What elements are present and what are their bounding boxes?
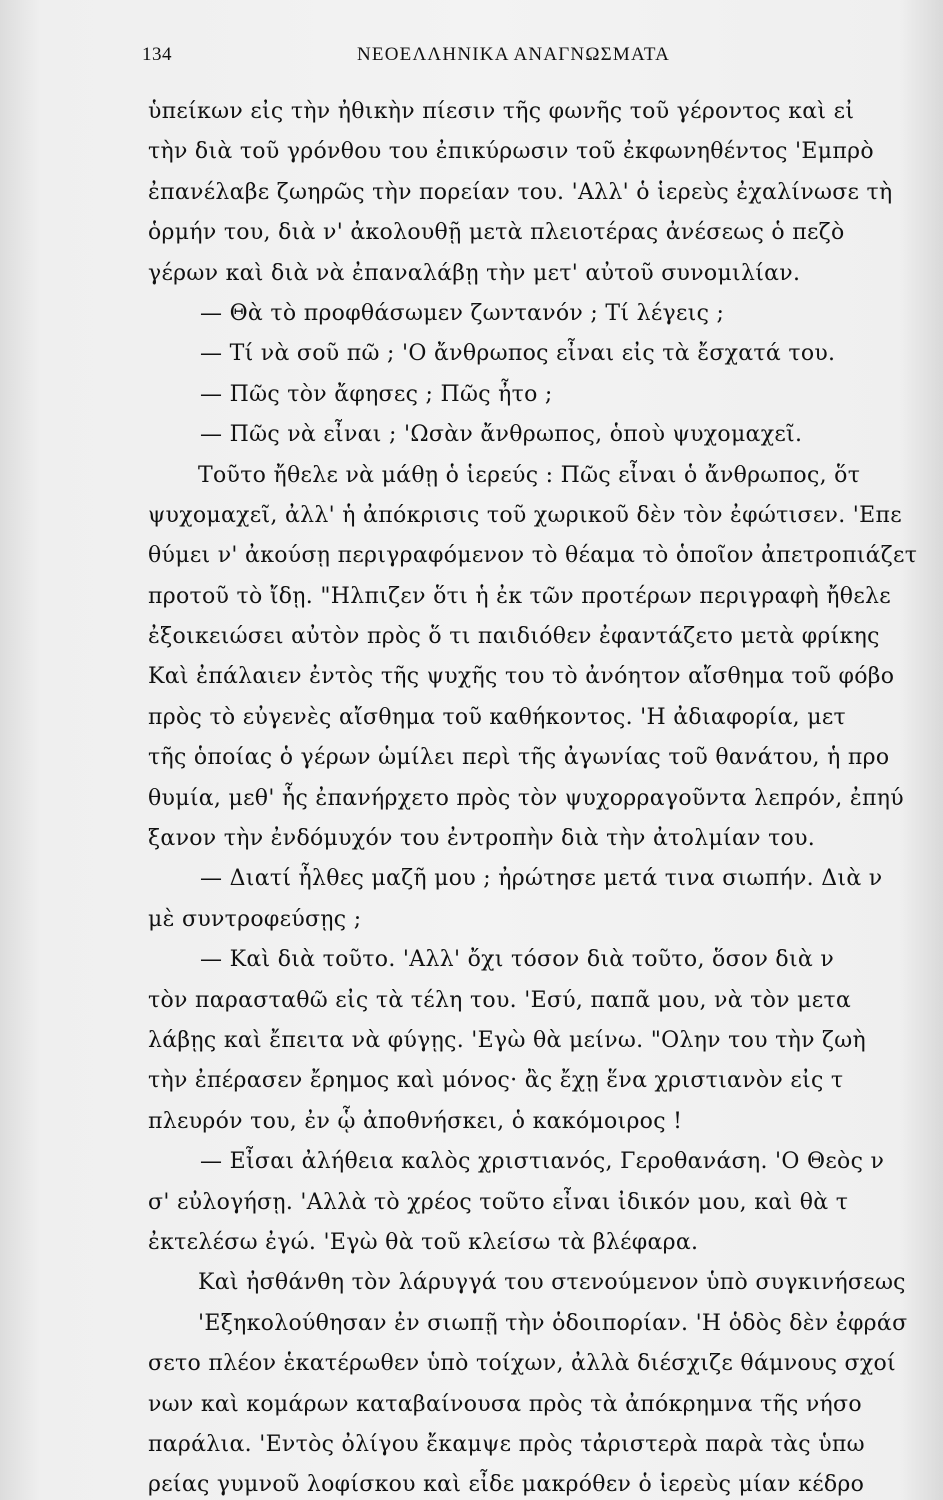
text-line: θύμει ν' ἀκούσῃ περιγραφόμενον τὸ θέαμα τὸ ὁποῖον ἀπετροπιάζετ [148,543,918,569]
text-line: προτοῦ τὸ ἴδῃ. "Ηλπιζεν ὅτι ἡ ἐκ τῶν προτέρων περιγραφὴ ἤθελε [148,583,891,609]
text-line: τὸν παρασταθῶ εἰς τὰ τέλη του. 'Εσύ, παπᾶ μου, νὰ τὸν μετα [148,987,852,1013]
dialogue-line: — Καὶ διὰ τοῦτο. 'Αλλ' ὄχι τόσον διὰ τοῦτο, ὅσον διὰ ν [200,947,835,973]
text-line: παράλια. 'Εντὸς ὀλίγου ἔκαμψε πρὸς τἀριστερὰ παρὰ τὰς ὑπω [148,1431,865,1457]
paragraph-start-line: 'Εξηκολούθησαν ἐν σιωπῇ τὴν ὁδοιπορίαν. 'Η ὁδὸς δὲν ἐφράσ [198,1310,908,1336]
running-head [142,44,922,74]
text-line: τῆς ὁποίας ὁ γέρων ὡμίλει περὶ τῆς ἀγωνίας τοῦ θανάτου, ἡ προ [148,745,890,771]
dialogue-line: — Θὰ τὸ προφθάσωμεν ζωντανόν ; Τί λέγεις ; [200,300,725,326]
dialogue-line: — Πῶς νὰ εἶναι ; 'Ωσὰν ἄνθρωπος, ὁποὺ ψυχομαχεῖ. [200,422,803,448]
text-line: ἐκτελέσω ἐγώ. 'Εγὼ θὰ τοῦ κλείσω τὰ βλέφαρα. [148,1229,699,1255]
dialogue-line: — Τί νὰ σοῦ πῶ ; 'Ο ἄνθρωπος εἶναι εἰς τὰ ἔσχατά του. [200,341,836,367]
text-line: ὑπείκων εἰς τὴν ἠθικὴν πίεσιν τῆς φωνῆς τοῦ γέροντος καὶ εἰ [148,99,855,124]
text-line: σετο πλέον ἑκατέρωθεν ὑπὸ τοίχων, ἀλλὰ διέσχιζε θάμνους σχοί [148,1351,896,1377]
running-title: ΝΕΟΕΛΛΗΝΙΚΑ ΑΝΑΓΝΩΣΜΑΤΑ [357,44,671,65]
text-line: ἐπανέλαβε ζωηρῶς τὴν πορείαν του. 'Αλλ' ὁ ἱερεὺς ἐχαλίνωσε τὴ [148,179,893,205]
text-line: λάβῃς καὶ ἔπειτα νὰ φύγῃς. 'Εγὼ θὰ μείνω. "Ολην του τὴν ζωὴ [148,1027,866,1053]
text-line: ξανον τὴν ἐνδόμυχόν του ἐντροπὴν διὰ τὴν ἀτολμίαν του. [148,826,816,852]
paragraph-start-line: Τοῦτο ἤθελε νὰ μάθῃ ὁ ἱερεύς : Πῶς εἶναι ὁ ἄνθρωπος, ὅτ [198,462,861,488]
text-line: ὁρμήν του, διὰ ν' ἀκολουθῇ μετὰ πλειοτέρας ἀνέσεως ὁ πεζὸ [148,220,845,246]
text-line: γέρων καὶ διὰ νὰ ἐπαναλάβῃ τὴν μετ' αὐτοῦ συνομιλίαν. [148,260,801,286]
text-line: ρείας γυμνοῦ λοφίσκου καὶ εἶδε μακρόθεν ὁ ἱερεὺς μίαν κέδρο [148,1472,865,1498]
text-line: ψυχομαχεῖ, ἀλλ' ἡ ἀπόκρισις τοῦ χωρικοῦ δὲν τὸν ἐφώτισεν. 'Επε [148,502,902,528]
text-line: μὲ συντροφεύσῃς ; [148,906,362,932]
text-line: πρὸς τὸ εὐγενὲς αἴσθημα τοῦ καθήκοντος. 'Η ἀδιαφορία, μετ [148,704,846,730]
text-line: θυμία, μεθ' ἧς ἐπανήρχετο πρὸς τὸν ψυχορραγοῦντα λεπρόν, ἐπηύ [148,785,904,811]
text-line: σ' εὐλογήσῃ. 'Αλλὰ τὸ χρέος τοῦτο εἶναι ἰδικόν μου, καὶ θὰ τ [148,1189,849,1215]
paragraph-start-line: Καὶ ἠσθάνθη τὸν λάρυγγά του στενούμενον ὑπὸ συγκινήσεως [198,1270,906,1296]
dialogue-line: — Εἶσαι ἀλήθεια καλὸς χριστιανός, Γεροθανάση. 'Ο Θεὸς ν [200,1149,885,1175]
text-line: τὴν διὰ τοῦ γρόνθου του ἐπικύρωσιν τοῦ ἐκφωνηθέντος 'Εμπρὸ [148,139,874,165]
page-number: 134 [142,44,172,65]
text-line: τὴν ἐπέρασεν ἔρημος καὶ μόνος· ἂς ἔχῃ ἕνα χριστιανὸν εἰς τ [148,1068,844,1094]
dialogue-line: — Διατί ἦλθες μαζῆ μου ; ἠρώτησε μετά τινα σιωπήν. Διὰ ν [200,866,883,892]
text-line: νων καὶ κομάρων καταβαίνουσα πρὸς τὰ ἀπόκρημνα τῆς νήσο [148,1391,862,1417]
body-text [148,92,943,1500]
text-line: ἐξοικειώσει αὐτὸν πρὸς ὅ τι παιδιόθεν ἐφαντάζετο μετὰ φρίκης [148,624,880,650]
dialogue-line: — Πῶς τὸν ἄφησες ; Πῶς ἦτο ; [200,381,553,407]
text-line: Καὶ ἐπάλαιεν ἐντὸς τῆς ψυχῆς του τὸ ἀνόητον αἴσθημα τοῦ φόβο [148,664,895,690]
text-line: πλευρόν του, ἐν ᾧ ἀποθνήσκει, ὁ κακόμοιρος ! [148,1108,683,1134]
